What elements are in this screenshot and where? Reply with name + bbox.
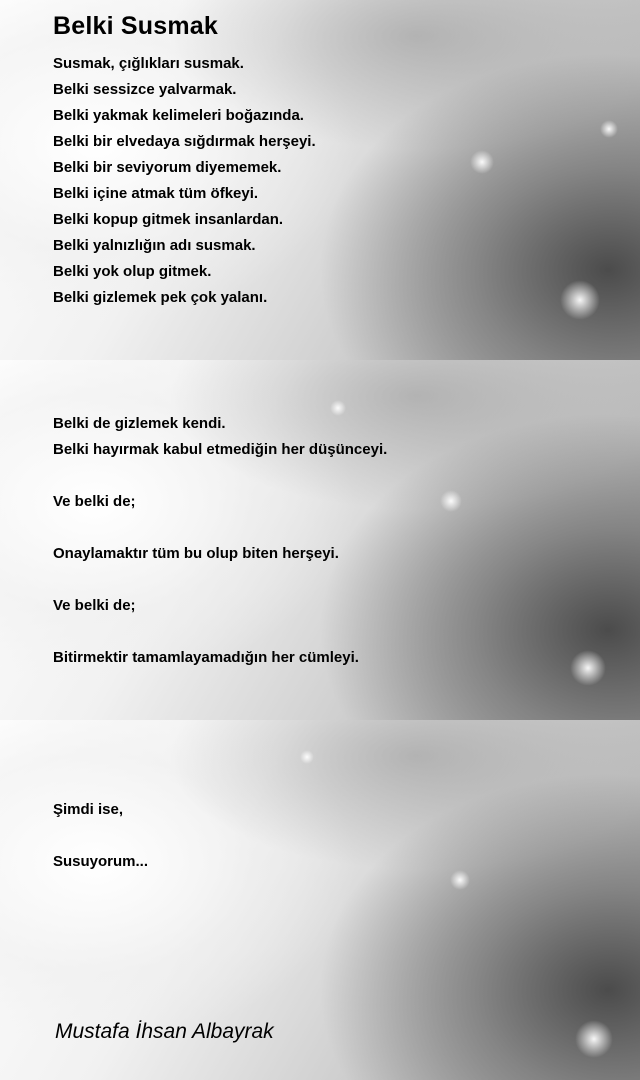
- poem-line: Belki gizlemek pek çok yalanı.: [53, 289, 268, 306]
- poem-line: Onaylamaktır tüm bu olup biten herşeyi.: [53, 545, 339, 562]
- poem-line: Belki yalnızlığın adı susmak.: [53, 237, 256, 254]
- poem-line: Belki hayırmak kabul etmediğin her düşünceyi.: [53, 441, 388, 458]
- poem-line: Bitirmektir tamamlayamadığın her cümleyi.: [53, 649, 359, 666]
- poem-panel-1: [0, 0, 640, 360]
- stanza-2: [53, 411, 613, 671]
- poem-line: Belki içine atmak tüm öfkeyi.: [53, 185, 259, 202]
- poem-line: Susmak, çığlıkları susmak.: [53, 55, 244, 72]
- poem-panel-2: [0, 360, 640, 720]
- stanza-3: [53, 797, 613, 875]
- poem-line: Ve belki de;: [53, 493, 136, 510]
- poem-panel-3: [0, 720, 640, 1080]
- poem-line: Belki bir seviyorum diyememek.: [53, 159, 282, 176]
- poem-line: Belki yakmak kelimeleri boğazında.: [53, 107, 304, 124]
- poem-line: Susuyorum...: [53, 853, 149, 870]
- poem-line: Belki sessizce yalvarmak.: [53, 81, 237, 98]
- poem-line: Belki yok olup gitmek.: [53, 263, 212, 280]
- poem-line: Belki kopup gitmek insanlardan.: [53, 211, 284, 228]
- stanza-1: [53, 51, 613, 311]
- poem-title: Belki Susmak: [53, 12, 218, 40]
- poem-line: Belki de gizlemek kendi.: [53, 415, 226, 432]
- author-signature: Mustafa İhsan Albayrak: [55, 1020, 274, 1043]
- poem-line: Şimdi ise,: [53, 801, 124, 818]
- poem-line: Ve belki de;: [53, 597, 136, 614]
- poem-line: Belki bir elvedaya sığdırmak herşeyi.: [53, 133, 316, 150]
